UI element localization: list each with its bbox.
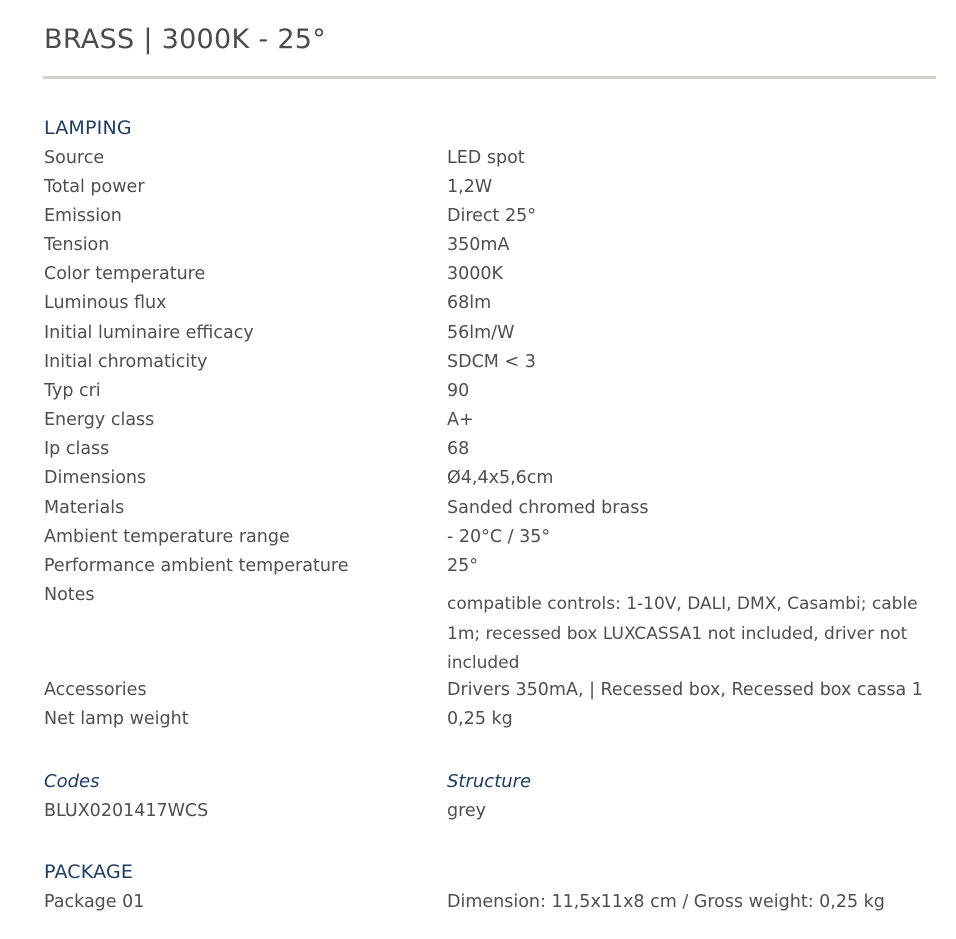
spec-label: Ambient temperature range (44, 527, 290, 547)
package-heading: PACKAGE (44, 861, 134, 883)
spec-value: compatible controls: 1-10V, DALI, DMX, Casambi; cable 1m; recessed box LUXCASSA1 not included, driver not included (447, 594, 918, 673)
spec-label: Luminous flux (44, 293, 167, 313)
spec-label: Ip class (44, 439, 110, 459)
spec-label: Tension (44, 235, 110, 255)
spec-value: SDCM < 3 (447, 352, 536, 372)
spec-label: Net lamp weight (44, 709, 189, 729)
spec-value: 68lm (447, 293, 492, 313)
spec-value: 90 (447, 381, 470, 401)
spec-label: Accessories (44, 680, 147, 700)
title-divider (43, 76, 936, 79)
structure-heading: Structure (447, 771, 532, 792)
spec-label: Performance ambient temperature (44, 556, 349, 576)
spec-label: Color temperature (44, 264, 206, 284)
lamping-heading: LAMPING (44, 117, 132, 139)
spec-label: Total power (44, 177, 145, 197)
page-title: BRASS | 3000K - 25° (44, 24, 327, 55)
spec-label: Source (44, 148, 105, 168)
spec-label: Energy class (44, 410, 155, 430)
spec-value: LED spot (447, 148, 525, 168)
package-value: Dimension: 11,5x11x8 cm / Gross weight: 0,25 kg (447, 892, 885, 912)
spec-value: A+ (447, 410, 474, 430)
spec-value: 25° (447, 556, 479, 576)
spec-value: 0,25 kg (447, 709, 513, 729)
spec-label: Initial chromaticity (44, 352, 208, 372)
spec-label: Emission (44, 206, 122, 226)
spec-label: Initial luminaire efficacy (44, 323, 254, 343)
spec-label: Notes (44, 585, 95, 605)
code-value: BLUX0201417WCS (44, 801, 209, 821)
spec-value: 3000K (447, 264, 504, 284)
spec-value: Drivers 350mA, | Recessed box, Recessed box cassa 1 (447, 680, 923, 700)
spec-value: 56lm/W (447, 323, 515, 343)
spec-value: - 20°C / 35° (447, 527, 551, 547)
spec-value: Sanded chromed brass (447, 498, 649, 518)
structure-value: grey (447, 801, 487, 821)
spec-value: Direct 25° (447, 206, 536, 226)
codes-heading: Codes (44, 771, 100, 792)
spec-value: 1,2W (447, 177, 493, 197)
spec-value: 350mA (447, 235, 510, 255)
package-label: Package 01 (44, 892, 145, 912)
spec-value: 68 (447, 439, 470, 459)
spec-label: Materials (44, 498, 125, 518)
spec-value: Ø4,4x5,6cm (447, 468, 554, 488)
spec-label: Typ cri (44, 381, 101, 401)
spec-label: Dimensions (44, 468, 147, 488)
